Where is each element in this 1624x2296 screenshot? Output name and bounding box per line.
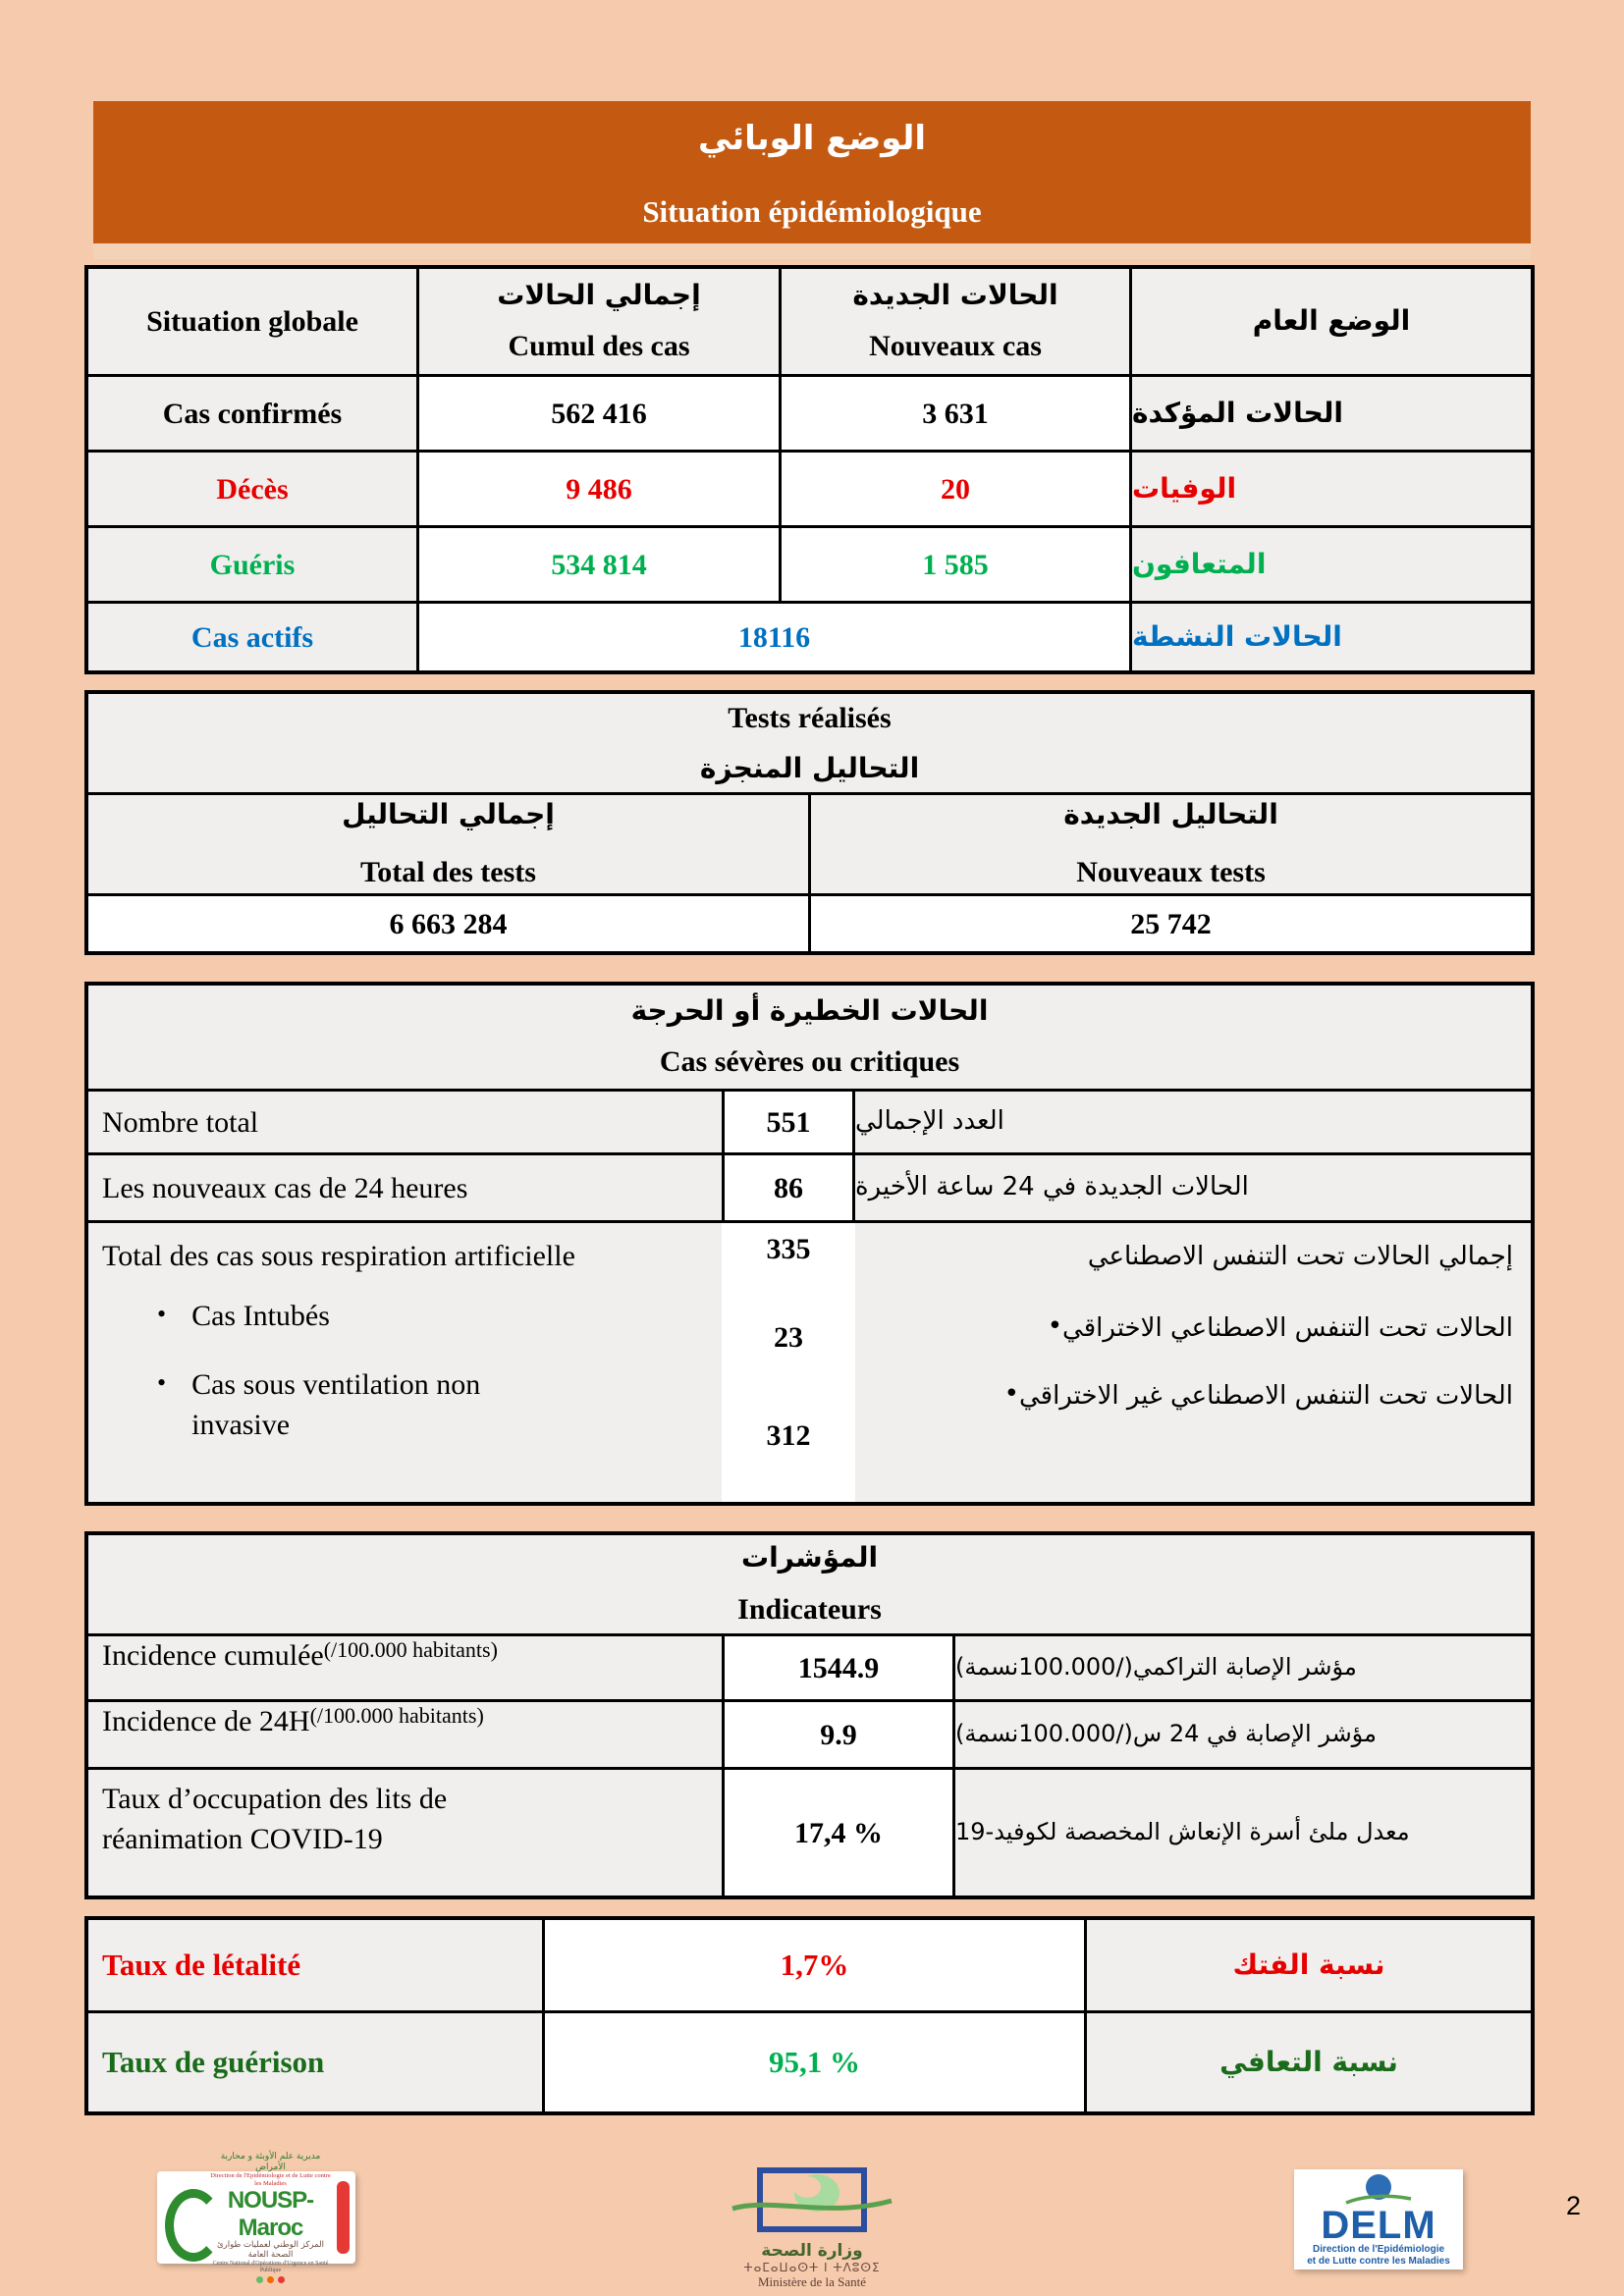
incidence-cumul-value: 1544.9	[725, 1636, 952, 1699]
nousp-top-french: Direction de l'Epidémiologie et de Lutte contre les Maladies	[210, 2172, 331, 2187]
global-header-new-fr: Nouveaux cas	[869, 330, 1042, 363]
banner-title-french: Situation épidémiologique	[642, 194, 982, 229]
global-header-cumul	[419, 269, 779, 374]
red-dot-icon	[278, 2276, 285, 2283]
respiration-total-value: 335	[766, 1233, 811, 1265]
recovery-rate-value: 95,1 %	[545, 2013, 1084, 2111]
global-header-cumul-ar: إجمالي الحالات	[497, 278, 701, 311]
severe-title-fr: Cas sévères ou critiques	[659, 1045, 960, 1079]
ministry-crescent-icon	[729, 2167, 895, 2234]
delm-logo	[1294, 2169, 1463, 2269]
indicators-title-ar: المؤشرات	[740, 1541, 879, 1575]
row-recovered-new: 1 585	[782, 528, 1129, 601]
row-recovered-label-ar: المتعافون	[1132, 528, 1531, 601]
respiration-french-column	[88, 1223, 722, 1502]
respiration-label-ar: إجمالي الحالات تحت التنفس الاصطناعي	[1087, 1242, 1513, 1271]
icu-occupancy-label-main: Taux d’occupation des lits de réanimation COVID-19	[102, 1783, 448, 1855]
intubated-label-fr: Cas Intubés	[191, 1299, 330, 1332]
nousp-name: NOUSP-Maroc	[227, 2187, 314, 2241]
noninvasive-label-fr: Cas sous ventilation non invasive	[191, 1368, 481, 1441]
row-deaths-label-fr: Décès	[88, 453, 416, 525]
bullet-icon: •	[1003, 1379, 1019, 1410]
respiration-arabic-column	[855, 1223, 1531, 1502]
ministry-name-arabic: وزارة الصحة	[761, 2241, 863, 2261]
nousp-c-arc-icon	[163, 2187, 208, 2248]
ministry-of-health-logo	[729, 2167, 895, 2290]
row-active-label-fr: Cas actifs	[88, 604, 416, 670]
nousp-logo-text	[208, 2152, 333, 2282]
nousp-top-arabic: مديرية علم الأوبئة و محاربة الأمراض	[220, 2152, 321, 2172]
row-confirmed-label-fr: Cas confirmés	[88, 377, 416, 450]
icu-occupancy-label-ar: معدل ملئ أسرة الإنعاش المخصصة لكوفيد-19	[955, 1770, 1531, 1896]
indicators-title-fr: Indicateurs	[737, 1592, 882, 1626]
delm-globe-icon	[1344, 2173, 1413, 2207]
severe-new24h-label-fr: Les nouveaux cas de 24 heures	[88, 1155, 722, 1220]
intubated-item-ar	[855, 1309, 1513, 1348]
severe-new24h-label-ar: الحالات الجديدة في 24 ساعة الأخيرة	[855, 1155, 1531, 1220]
orange-dot-icon	[267, 2276, 274, 2283]
incidence-cumul-label-fr	[88, 1636, 722, 1699]
tests-title	[88, 694, 1531, 792]
tests-total-header-fr: Total des tests	[360, 855, 536, 888]
noninvasive-value: 312	[766, 1419, 811, 1452]
recovery-rate-label-ar: نسبة التعافي	[1087, 2013, 1531, 2111]
indicators-table	[84, 1531, 1535, 1899]
nousp-red-bar-icon	[337, 2181, 350, 2254]
fatality-rate-label-ar: نسبة الفتك	[1087, 1920, 1531, 2010]
fatality-rate-label-fr: Taux de létalité	[88, 1920, 542, 2010]
severe-cases-table	[84, 982, 1535, 1506]
ministry-name-tifinagh: ⵜⴰⵎⴰⵡⴰⵙⵜ ⵏ ⵜⴷⵓⵙⵉ	[743, 2261, 881, 2274]
delm-name: DELM	[1321, 2204, 1436, 2247]
bullet-icon: •	[157, 1368, 167, 1397]
severe-new24h-value: 86	[725, 1155, 852, 1220]
bullet-icon: •	[1047, 1311, 1063, 1342]
tests-new-header-ar: التحاليل الجديدة	[1063, 798, 1278, 831]
nousp-bottom-arabic: المركز الوطني لعمليات طوارئ الصحة العامة	[216, 2240, 324, 2261]
incidence-cumul-label-ar: مؤشر الإصابة التراكمي(/100.000نسمة)	[955, 1636, 1531, 1699]
tests-table	[84, 690, 1535, 955]
page-number: 2	[1566, 2191, 1582, 2220]
indicators-title	[88, 1535, 1531, 1633]
row-confirmed-new: 3 631	[782, 377, 1129, 450]
row-deaths-cumul: 9 486	[419, 453, 779, 525]
global-situation-table	[84, 265, 1535, 674]
tests-total-header	[88, 795, 808, 893]
row-deaths-label-ar: الوفيات	[1132, 453, 1531, 525]
icu-occupancy-label-fr	[88, 1770, 722, 1896]
tests-total-value: 6 663 284	[88, 896, 808, 951]
respiration-label-fr: Total des cas sous respiration artificielle	[102, 1240, 575, 1272]
incidence-24h-value: 9.9	[725, 1702, 952, 1767]
row-recovered-cumul: 534 814	[419, 528, 779, 601]
row-deaths-new: 20	[782, 453, 1129, 525]
global-header-cumul-fr: Cumul des cas	[508, 330, 690, 363]
tests-title-ar: التحاليل المنجزة	[699, 752, 920, 785]
tests-total-header-ar: إجمالي التحاليل	[342, 798, 555, 831]
green-dot-icon	[256, 2276, 263, 2283]
severe-total-value: 551	[725, 1092, 852, 1152]
banner-title-arabic: الوضع الوبائي	[697, 119, 927, 158]
intubated-item-fr	[157, 1297, 722, 1337]
global-header-new-ar: الحالات الجديدة	[852, 278, 1058, 311]
recovery-rate-label-fr: Taux de guérison	[88, 2013, 542, 2111]
incidence-24h-label-fr	[88, 1702, 722, 1767]
row-active-value: 18116	[419, 604, 1129, 670]
ministry-name-french: Ministère de la Santé	[757, 2274, 867, 2289]
tests-new-value: 25 742	[811, 896, 1531, 951]
global-header-ar: الوضع العام	[1132, 269, 1531, 374]
intubated-label-ar: الحالات تحت التنفس الاصطناعي الاختراقي	[1062, 1313, 1513, 1344]
severe-title	[88, 986, 1531, 1089]
incidence-24h-label-ar: مؤشر الإصابة في 24 س(/100.000نسمة)	[955, 1702, 1531, 1767]
intubated-value: 23	[774, 1321, 803, 1354]
noninvasive-label-ar: الحالات تحت التنفس الاصطناعي غير الاختراقي	[1018, 1381, 1513, 1412]
severe-respiration-row	[88, 1223, 1531, 1502]
tests-title-fr: Tests réalisés	[728, 702, 892, 735]
icu-occupancy-value: 17,4 %	[725, 1770, 952, 1896]
report-title-banner	[93, 101, 1531, 243]
severe-title-ar: الحالات الخطيرة أو الحرجة	[630, 993, 989, 1027]
incidence-24h-label-unit: (/100.000 habitants)	[309, 1703, 484, 1728]
delm-line1: Direction de l'Epidémiologie	[1312, 2244, 1445, 2255]
nousp-dots-icon	[208, 2276, 333, 2283]
incidence-24h-label-main: Incidence de 24H	[102, 1705, 310, 1737]
incidence-cumul-label-main: Incidence cumulée	[102, 1639, 324, 1672]
bullet-icon: •	[157, 1299, 167, 1328]
global-header-new	[782, 269, 1129, 374]
incidence-cumul-label-unit: (/100.000 habitants)	[323, 1637, 498, 1662]
banner-shadow	[93, 243, 1531, 259]
noninvasive-item-fr	[157, 1365, 722, 1445]
row-recovered-label-fr: Guéris	[88, 528, 416, 601]
severe-total-label-fr: Nombre total	[88, 1092, 722, 1152]
delm-line2: et de Lutte contre les Maladies	[1307, 2256, 1450, 2267]
severe-total-label-ar: العدد الإجمالي	[855, 1092, 1531, 1152]
noninvasive-item-ar	[855, 1377, 1513, 1415]
fatality-rate-value: 1,7%	[545, 1920, 1084, 2010]
tests-new-header	[811, 795, 1531, 893]
tests-new-header-fr: Nouveaux tests	[1076, 855, 1266, 888]
row-confirmed-cumul: 562 416	[419, 377, 779, 450]
nousp-bottom-french: Centre National d'Opérations d'Urgence en Santé Publique	[212, 2260, 329, 2273]
nousp-maroc-logo	[157, 2152, 355, 2273]
row-active-label-ar: الحالات النشطة	[1132, 604, 1531, 670]
respiration-values-column	[722, 1223, 855, 1502]
row-confirmed-label-ar: الحالات المؤكدة	[1132, 377, 1531, 450]
rates-table	[84, 1916, 1535, 2115]
global-header-fr: Situation globale	[88, 269, 416, 374]
